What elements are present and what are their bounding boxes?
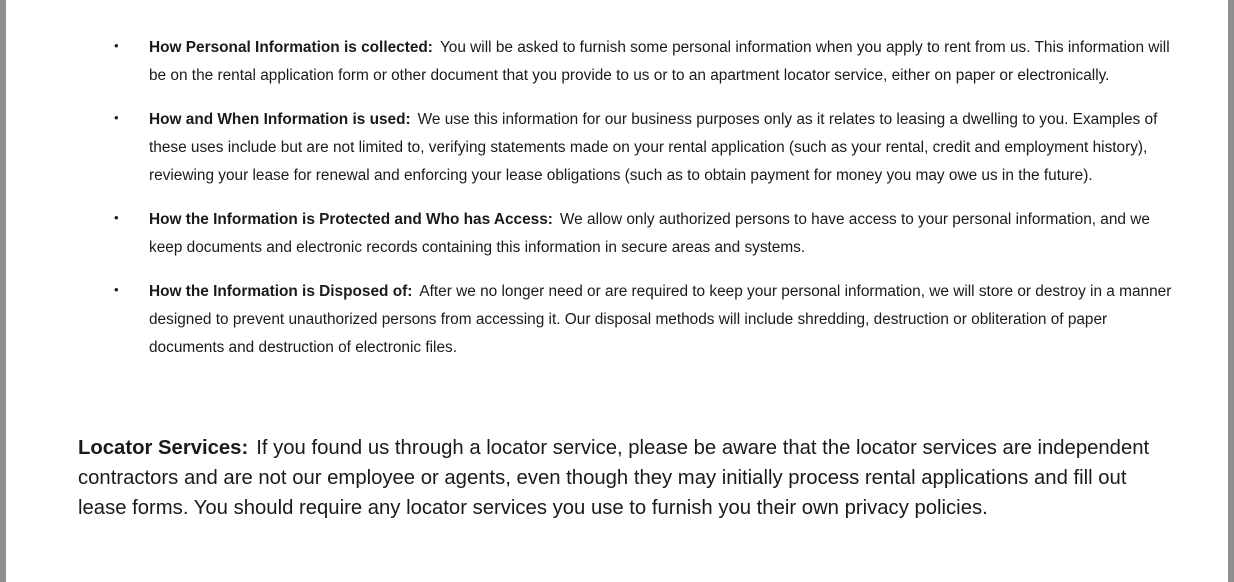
bullet-item-collection: [114, 34, 1174, 90]
bullet-text: You will be asked to furnish some personal information when you apply to rent from us. This information will be on the rental application form or other document that you provide to us or to an apartment locator service, either on paper or electronically.: [149, 39, 1170, 84]
bullet-heading: How the Information is Disposed of:: [149, 283, 413, 300]
bullet-item-protection: [114, 206, 1174, 262]
locator-services-paragraph: [78, 433, 1168, 523]
privacy-bullet-list: [114, 34, 1174, 378]
bullet-item-disposal: [114, 278, 1174, 362]
bullet-text: We use this information for our business purposes only as it relates to leasing a dwelling to you. Examples of these uses include but are not limited to, verifying statements made on your rental application (such as your rental, credit and employment history), reviewing your lease for renewal and enforcing your lease obligations (such as to obtain payment for money you may owe us in the future).: [149, 111, 1158, 184]
bullet-heading: How and When Information is used:: [149, 111, 411, 128]
document-page: [6, 0, 1228, 582]
bullet-dot-icon: •: [114, 110, 119, 125]
bullet-dot-icon: •: [114, 282, 119, 297]
bullet-text: We allow only authorized persons to have access to your personal information, and we keep documents and electronic records containing this information in secure areas and systems.: [149, 211, 1150, 256]
locator-services-heading: Locator Services:: [78, 437, 249, 459]
bullet-dot-icon: •: [114, 210, 119, 225]
bullet-heading: How Personal Information is collected:: [149, 39, 433, 56]
bullet-item-usage: [114, 106, 1174, 190]
bullet-heading: How the Information is Protected and Who has Access:: [149, 211, 553, 228]
bullet-text: After we no longer need or are required to keep your personal information, we will store or destroy in a manner designed to prevent unauthorized persons from accessing it. Our disposal methods will include shredding, destruction or obliteration of paper documents and destruction of electronic files.: [149, 283, 1172, 356]
locator-services-text: If you found us through a locator service, please be aware that the locator services are independent contractors and are not our employee or agents, even though they may initially process rental applications and fill out lease forms. You should require any locator services you use to furnish you their own privacy policies.: [78, 437, 1150, 519]
bullet-dot-icon: •: [114, 38, 119, 53]
